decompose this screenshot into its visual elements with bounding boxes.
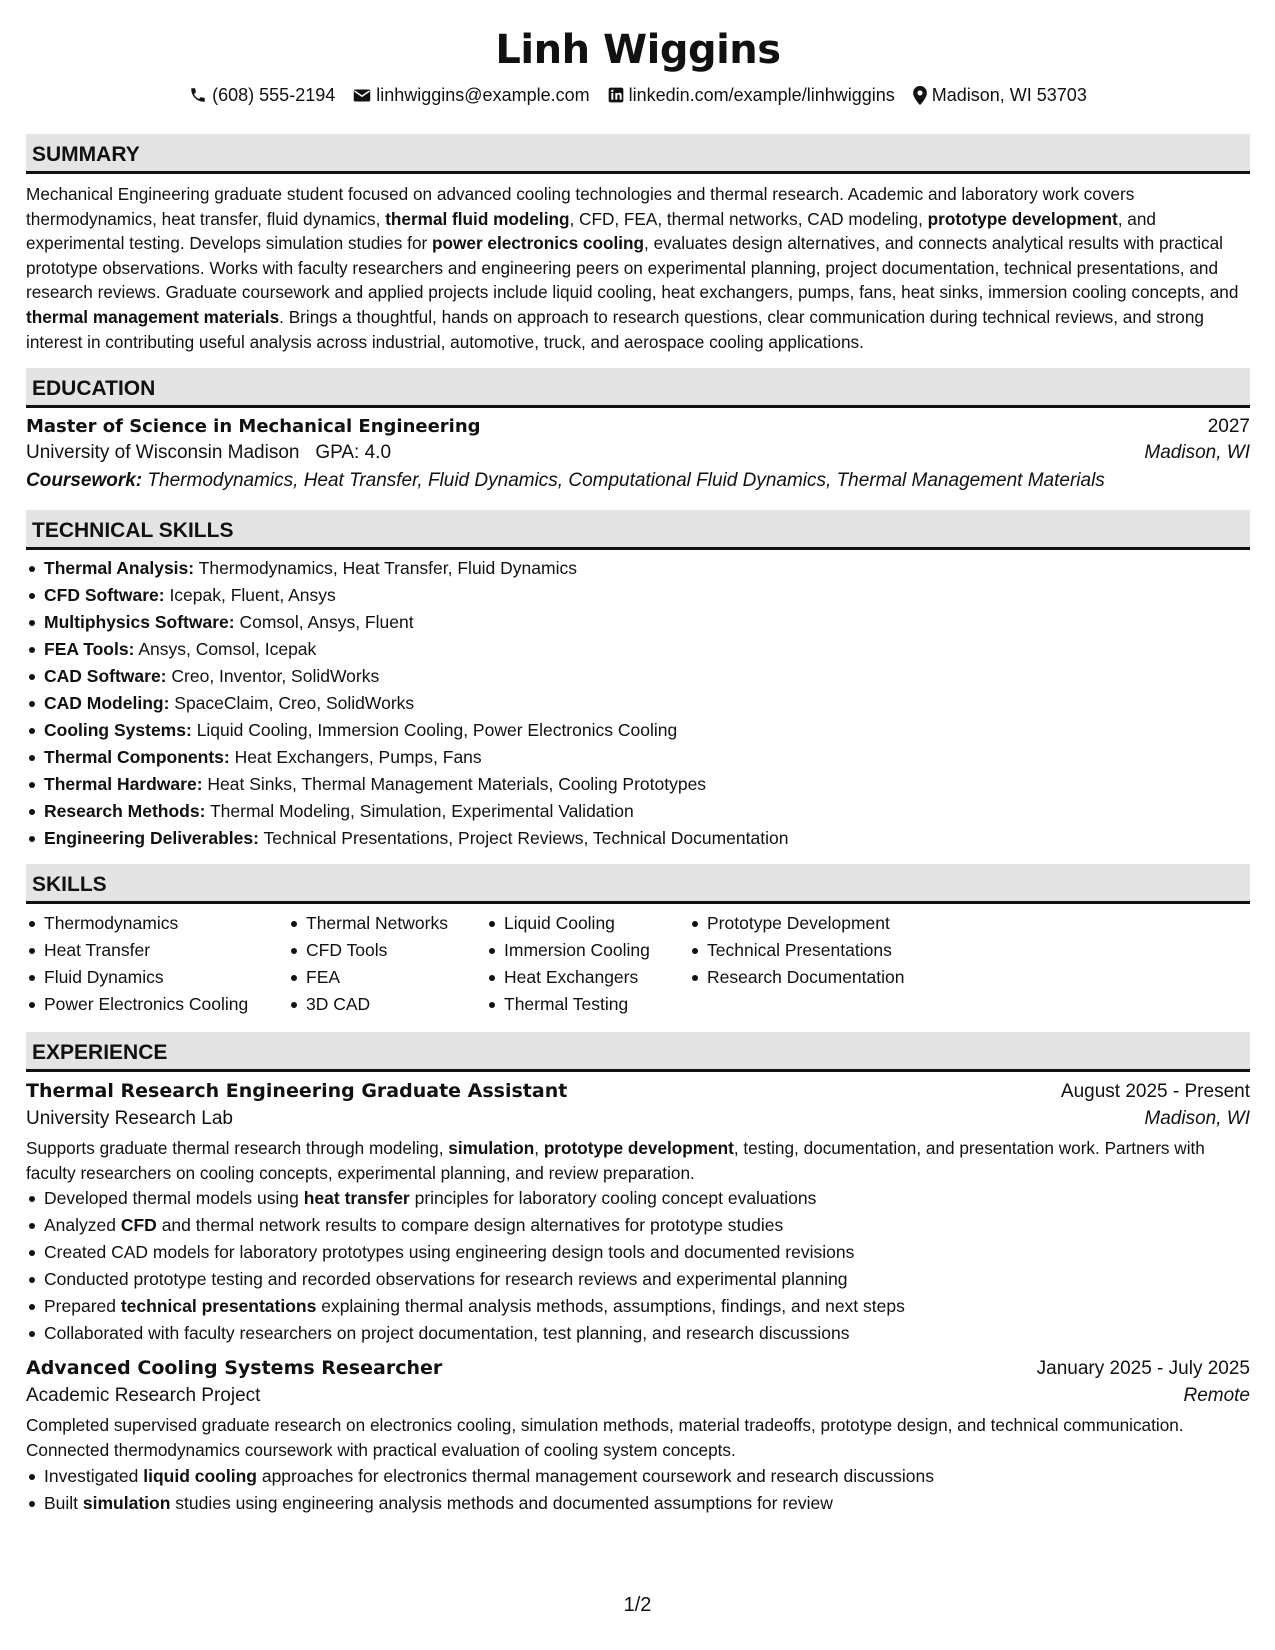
list-item: Prototype Development [689,910,949,937]
job-bullets [26,1463,1250,1517]
list-item: Thermal Components: Heat Exchangers, Pumps, Fans [26,744,1250,771]
list-item: Investigated liquid cooling approaches for electronics thermal management coursework and research discussions [26,1463,1250,1490]
list-item: Developed thermal models using heat transfer principles for laboratory cooling concept evaluations [26,1185,1250,1212]
list-item: Cooling Systems: Liquid Cooling, Immersion Cooling, Power Electronics Cooling [26,717,1250,744]
section-header-technical-skills: TECHNICAL SKILLS [26,510,1250,550]
education-school-gpa: University of Wisconsin Madison GPA: 4.0 [26,442,392,464]
list-item: Technical Presentations [689,937,949,964]
job-entry-1 [26,1080,1250,1347]
list-item: Thermal Hardware: Heat Sinks, Thermal Management Materials, Cooling Prototypes [26,771,1250,798]
list-item: 3D CAD [288,991,486,1018]
skills-column-3 [486,910,689,1018]
list-item: Collaborated with faculty researchers on project documentation, test planning, and research discussions [26,1320,1250,1347]
list-item: Analyzed CFD and thermal network results to compare design alternatives for prototype studies [26,1212,1250,1239]
list-item: Thermal Testing [486,991,689,1018]
job-title: Thermal Research Engineering Graduate Assistant [26,1080,568,1103]
skills-grid [26,910,1250,1018]
list-item: Thermal Analysis: Thermodynamics, Heat Transfer, Fluid Dynamics [26,555,1250,582]
contact-linkedin[interactable]: linkedin.com/example/linhwiggins [608,85,895,106]
section-header-education: EDUCATION [26,368,1250,408]
list-item: Research Documentation [689,964,949,991]
education-year: 2027 [1207,416,1250,438]
list-item: Fluid Dynamics [26,964,288,991]
summary-text: Mechanical Engineering graduate student focused on advanced cooling technologies and thermal research. Academic and laboratory work covers thermodynamics, heat transfer, fluid dynamics, thermal fluid modeling, CFD, FEA, thermal networks, CAD modeling, prototype development, and experimental testing. Develops simulation studies for power electronics cooling, evaluates design alternatives, and connects analytical results with practical prototype observations. Works with faculty researchers and engineering peers on experimental planning, project documentation, technical presentations, and research reviews. Graduate coursework and applied projects include liquid cooling, heat exchangers, pumps, fans, heat sinks, immersion cooling concepts, and thermal management materials. Brings a thoughtful, hands on approach to research questions, clear communication during technical reviews, and strong interest in contributing useful analysis across industrial, automotive, truck, and aerospace cooling applications. [26,184,1239,352]
list-item: Heat Transfer [26,937,288,964]
job-org: University Research Lab [26,1108,233,1130]
skills-column-4 [689,910,949,1018]
education-school-row [26,442,1250,464]
list-item: CAD Modeling: SpaceClaim, Creo, SolidWorks [26,690,1250,717]
job-title: Advanced Cooling Systems Researcher [26,1357,443,1380]
list-item: Liquid Cooling [486,910,689,937]
job-summary: Completed supervised graduate research on electronics cooling, simulation methods, material tradeoffs, prototype design, and technical communication. Connected thermodynamics coursework with practical evaluation of cooling system concepts. [26,1415,1184,1460]
candidate-name: Linh Wiggins [495,27,781,73]
education-degree-row [26,416,1250,438]
list-item: FEA Tools: Ansys, Comsol, Icepak [26,636,1250,663]
education-location: Madison, WI [1144,442,1250,464]
job-summary: Supports graduate thermal research through modeling, simulation, prototype development, testing, documentation, and presentation work. Partners with faculty researchers on cooling concepts, experimental planning, and review preparation. [26,1138,1205,1183]
contact-bar [26,80,1250,110]
envelope-icon [353,88,371,103]
education-degree: Master of Science in Mechanical Engineering [26,416,481,438]
contact-location: Madison, WI 53703 [913,85,1087,106]
job-title-row [26,1357,1250,1380]
job-entry-2 [26,1357,1250,1516]
job-location: Madison, WI [1144,1108,1250,1130]
list-item: CFD Software: Icepak, Fluent, Ansys [26,582,1250,609]
phone-icon [189,86,207,104]
list-item: CAD Software: Creo, Inventor, SolidWorks [26,663,1250,690]
job-bullets [26,1185,1250,1347]
list-item: Research Methods: Thermal Modeling, Simulation, Experimental Validation [26,798,1250,825]
list-item: Immersion Cooling [486,937,689,964]
list-item: Thermal Networks [288,910,486,937]
section-header-summary: SUMMARY [26,134,1250,174]
job-org-row [26,1108,1250,1130]
resume-page [26,0,1250,1517]
section-header-experience: EXPERIENCE [26,1032,1250,1072]
skills-column-1 [26,910,288,1018]
job-org: Academic Research Project [26,1385,261,1407]
list-item: Conducted prototype testing and recorded observations for research reviews and experimental planning [26,1266,1250,1293]
education-coursework: Coursework: Thermodynamics, Heat Transfer, Fluid Dynamics, Computational Fluid Dynamics, Thermal Management Materials [26,470,1105,492]
job-dates: August 2025 - Present [1060,1081,1250,1103]
contact-phone: (608) 555-2194 [189,85,335,106]
job-title-row [26,1080,1250,1103]
contact-email[interactable]: linhwiggins@example.com [353,85,589,106]
list-item: Power Electronics Cooling [26,991,288,1018]
job-org-row [26,1385,1250,1407]
technical-skills-list [26,555,1250,852]
list-item: Engineering Deliverables: Technical Presentations, Project Reviews, Technical Documentation [26,825,1250,852]
list-item: FEA [288,964,486,991]
job-location: Remote [1183,1385,1250,1407]
skills-column-2 [288,910,486,1018]
map-pin-icon [913,86,927,105]
list-item: Heat Exchangers [486,964,689,991]
list-item: Multiphysics Software: Comsol, Ansys, Fluent [26,609,1250,636]
section-header-skills: SKILLS [26,864,1250,904]
list-item: Created CAD models for laboratory prototypes using engineering design tools and documented revisions [26,1239,1250,1266]
page-number: 1/2 [623,1594,652,1616]
list-item: Built simulation studies using engineering analysis methods and documented assumptions for review [26,1490,1250,1517]
job-dates: January 2025 - July 2025 [1036,1358,1250,1380]
linkedin-icon [608,87,624,103]
list-item: Prepared technical presentations explaining thermal analysis methods, assumptions, findings, and next steps [26,1293,1250,1320]
list-item: CFD Tools [288,937,486,964]
list-item: Thermodynamics [26,910,288,937]
